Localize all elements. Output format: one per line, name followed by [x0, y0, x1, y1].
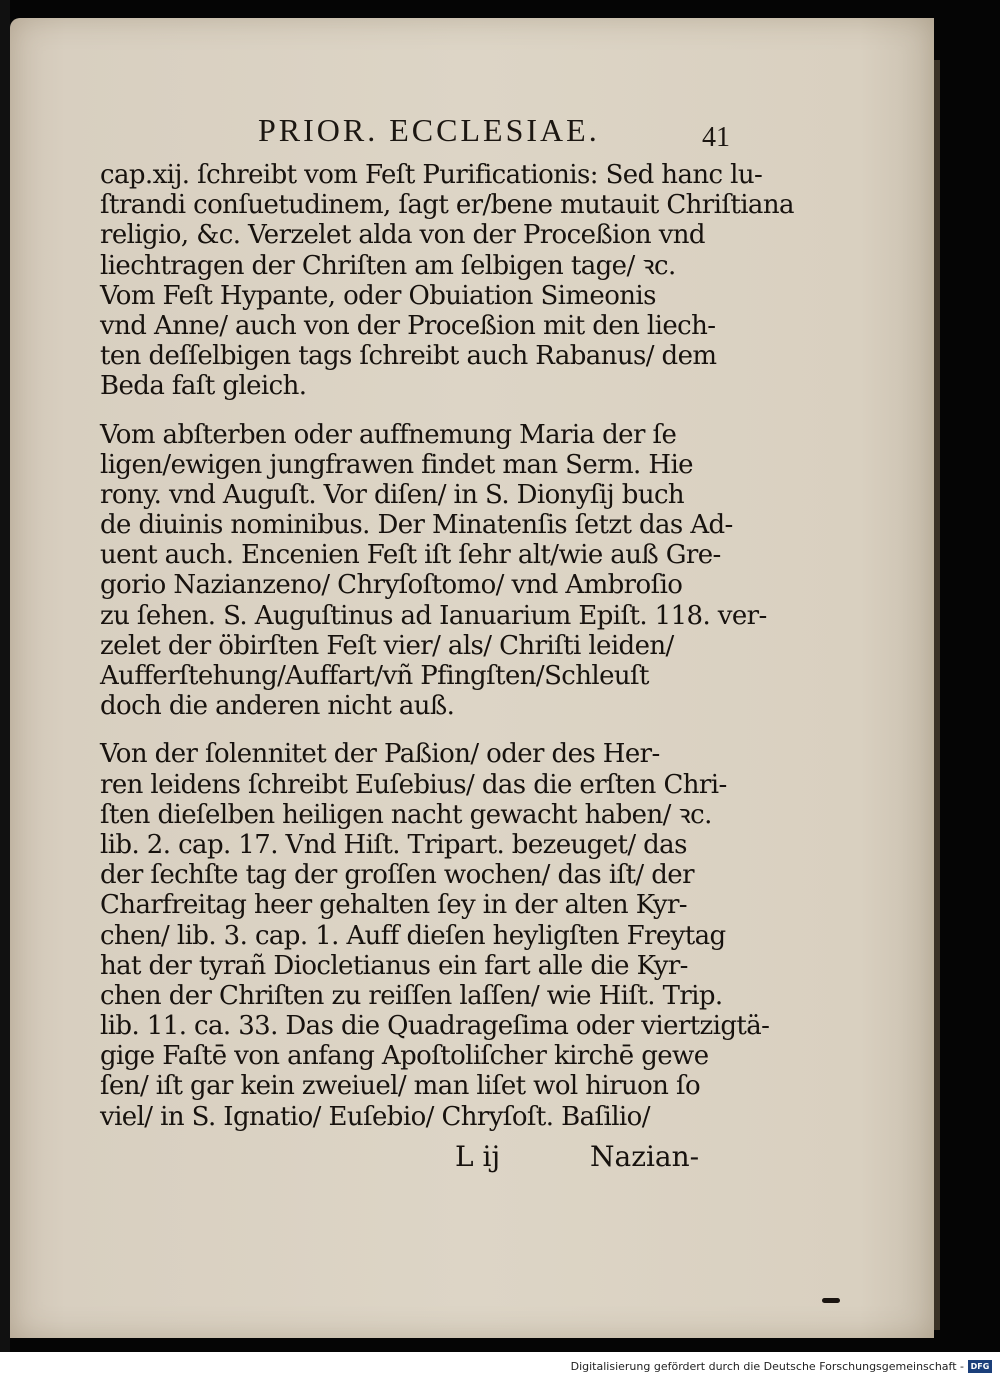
- text-line: ren leidens ſchreibt Euſebius/ das die erſten Chri-: [100, 769, 727, 800]
- page-edge: [934, 60, 940, 1330]
- text-line: religio, &c. Verzelet alda von der Proceßion vnd: [100, 220, 705, 251]
- text-line: Charfreitag heer gehalten ſey in der alten Kyr-: [100, 890, 687, 921]
- text-line: zu ſehen. S. Auguſtinus ad Ianuarium Epiſt. 118. ver-: [100, 600, 767, 631]
- text-line: vnd Anne/ auch von der Proceßion mit den liech-: [100, 310, 716, 341]
- text-line: ſten dieſelben heiligen nacht gewacht haben/ ꝛc.: [100, 799, 712, 830]
- text-line: ligen/ewigen jungfrawen findet man Serm. Hie: [100, 449, 693, 480]
- text-line: Vom Feſt Hypante, oder Obuiation Simeonis: [100, 280, 656, 311]
- text-line: Von der ſolennitet der Paßion/ oder des Her-: [100, 739, 660, 770]
- text-line: ten deſſelbigen tags ſchreibt auch Rabanus/ dem: [100, 341, 717, 372]
- dfg-logo: DFG: [968, 1360, 992, 1373]
- running-head: PRIOR. ECCLESIAE.: [258, 112, 600, 148]
- text-line: ſen/ iſt gar kein zweiuel/ man liſet wol hiruon ſo: [100, 1071, 701, 1102]
- text-line: chen/ lib. 3. cap. 1. Auff dieſen heyligſten Freytag: [100, 920, 726, 951]
- text-line: gorio Nazianzeno/ Chryſoſtomo/ vnd Ambroſio: [100, 570, 683, 601]
- text-line: rony. vnd Auguſt. Vor diſen/ in S. Dionyſij buch: [100, 479, 685, 510]
- funding-credit: Digitalisierung gefördert durch die Deutsche Forschungsgemeinschaft -: [570, 1360, 964, 1373]
- text-line: Beda faſt gleich.: [100, 371, 307, 402]
- text-line: uent auch. Encenien Feſt iſt ſehr alt/wie auß Gre-: [100, 540, 721, 571]
- catchword: Nazian-: [590, 1139, 700, 1173]
- text-line: ſtrandi conſuetudinem, ſagt er/bene mutauit Chriſtiana: [100, 190, 794, 221]
- ink-smudge: [822, 1298, 840, 1303]
- text-line: Vom abſterben oder auffnemung Maria der ſe: [100, 419, 677, 450]
- text-line: de diuinis nominibus. Der Minatenſis ſetzt das Ad-: [100, 510, 733, 541]
- text-block: [100, 160, 794, 1180]
- text-line: hat der tyrañ Diocletianus ein fart alle die Kyr-: [100, 950, 688, 981]
- text-line: gige Faſtē von anfang Apoſtoliſcher kirchē gewe: [100, 1041, 709, 1072]
- text-line: lib. 11. ca. 33. Das die Quadrageſima oder viertzigtä-: [100, 1011, 770, 1042]
- text-line: der ſechſte tag der groſſen wochen/ das iſt/ der: [100, 860, 694, 891]
- text-line: Aufferſtehung/Auffart/vñ Pfingſten/Schleuſt: [100, 661, 649, 691]
- footer: [0, 1352, 1000, 1382]
- text-line: liechtragen der Chriſten am ſelbigen tage/ ꝛc.: [100, 250, 676, 281]
- spine-shadow: [0, 0, 10, 1352]
- text-line: doch die anderen nicht auß.: [100, 691, 455, 722]
- text-line: viel/ in S. Ignatio/ Euſebio/ Chryſoſt. Baſilio/: [100, 1101, 650, 1132]
- page-number: 41: [702, 122, 730, 153]
- text-line: chen der Chriſten zu reiſſen laſſen/ wie Hiſt. Trip.: [100, 980, 723, 1011]
- text-line: lib. 2. cap. 17. Vnd Hiſt. Tripart. bezeuget/ das: [100, 829, 687, 860]
- signature-mark: L ij: [455, 1139, 501, 1173]
- page-foot: [100, 1140, 740, 1180]
- text-line: zelet der öbirſten Feſt vier/ als/ Chriſti leiden/: [100, 630, 674, 661]
- text-line: cap.xij. ſchreibt vom Feſt Purificationis: Sed hanc lu-: [100, 160, 763, 190]
